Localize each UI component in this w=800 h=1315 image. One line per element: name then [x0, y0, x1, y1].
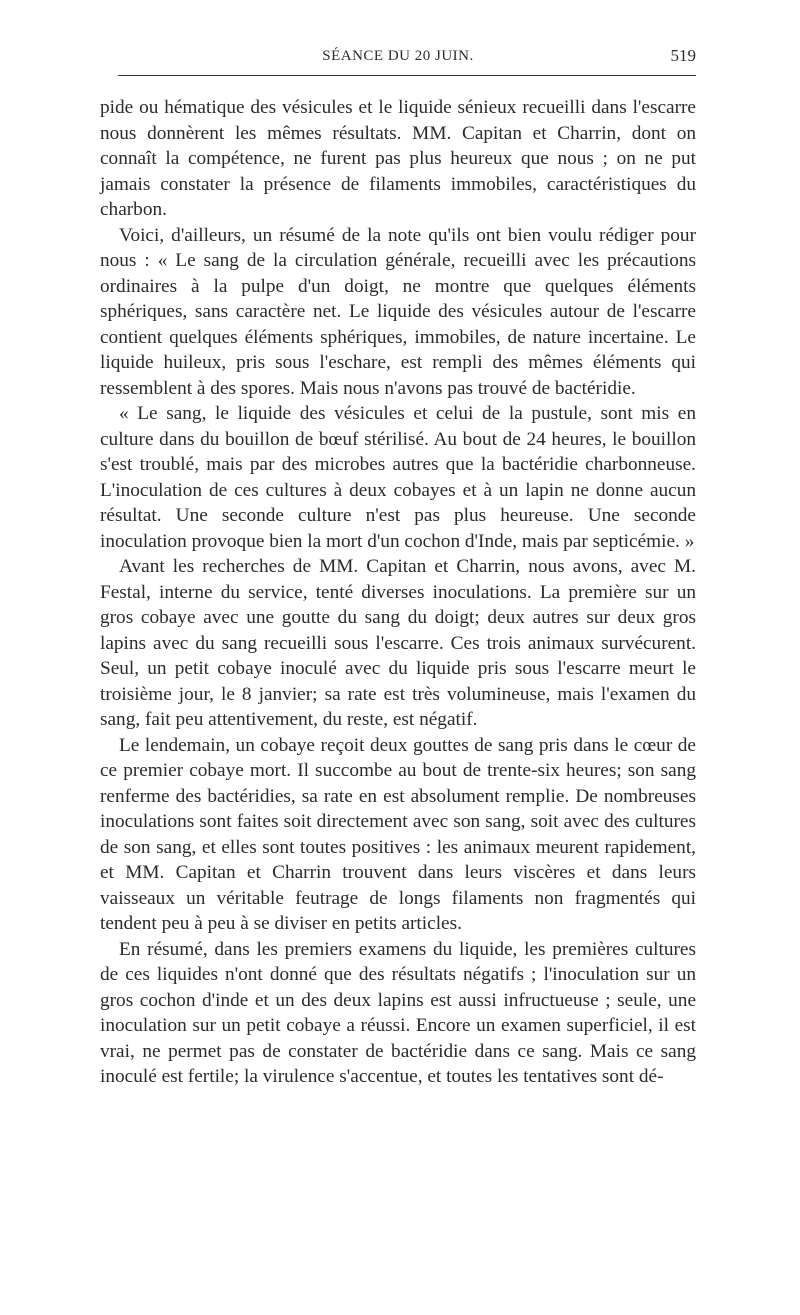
- header-rule: [118, 75, 696, 76]
- paragraph-continued: pide ou hématique des vésicules et le liquide sénieux recueilli dans l'escarre nous donnèrent les mêmes résultats. MM. Capitan et Charrin, dont on connaît la compétence, ne furent pas plus heureux que nous ; on ne put jamais constater la présence de filaments immobiles, caractéristiques du charbon.: [100, 97, 696, 220]
- book-page: [100, 0, 696, 1315]
- running-title: SÉANCE DU 20 JUIN.: [322, 48, 474, 64]
- paragraph: « Le sang, le liquide des vésicules et celui de la pustule, sont mis en culture dans du bouillon de bœuf stérilisé. Au bout de 24 heures, le bouillon s'est troublé, mais par des microbes autres que la bactéridie charbonneuse. L'inoculation de ces cultures à deux cobayes et à un lapin ne donne aucun résultat. Une seconde culture n'est pas plus heureuse. Une seconde inoculation provoque bien la mort d'un cochon d'Inde, mais par septicémie. »: [100, 403, 696, 552]
- body-text: [100, 95, 696, 1090]
- paragraph: Le lendemain, un cobaye reçoit deux gouttes de sang pris dans le cœur de ce premier cobaye mort. Il succombe au bout de trente-six heures; son sang renferme des bactéridies, sa rate en est absolument remplie. De nombreuses inoculations sont faites soit directement avec son sang, soit avec des cultures de son sang, et elles sont toutes positives : les animaux meurent rapidement, et MM. Capitan et Charrin trouvent dans leurs viscères et dans leurs vaisseaux un véritable feutrage de longs filaments non fragmentés qui tendent peu à peu à se diviser en petits articles.: [100, 734, 696, 934]
- paragraph: En résumé, dans les premiers examens du liquide, les premières cultures de ces liquides n'ont donné que des résultats négatifs ; l'inoculation sur un gros cochon d'inde et un des deux lapins est aussi infructueuse ; seule, une inoculation sur un petit cobaye a réussi. Encore un examen superficiel, il est vrai, ne permet pas de constater de bactéridie dans ce sang. Mais ce sang inoculé est fertile; la virulence s'accentue, et toutes les tentatives sont dé-: [100, 938, 696, 1087]
- page-number: 519: [670, 46, 696, 65]
- paragraph: Avant les recherches de MM. Capitan et Charrin, nous avons, avec M. Festal, interne du service, tenté diverses inoculations. La première sur un gros cobaye avec une goutte du sang du doigt; deux autres sur deux gros lapins avec du sang recueilli sous l'escarre. Ces trois animaux survécurent. Seul, un petit cobaye inoculé avec du liquide pris sous l'escarre meurt le troisième jour, le 8 janvier; sa rate est très volumineuse, mais l'examen du sang, fait peu attentivement, du reste, est négatif.: [100, 556, 696, 730]
- running-head: [100, 46, 696, 72]
- paragraph: Voici, d'ailleurs, un résumé de la note qu'ils ont bien voulu rédiger pour nous : « Le sang de la circulation générale, recueilli avec les précautions ordinaires à la pulpe d'un doigt, ne montre que quelques éléments sphériques, sans caractère net. Le liquide des vésicules autour de l'escarre contient quelques éléments sphériques, immobiles, de nature incertaine. Le liquide huileux, pris sous l'eschare, est rempli des mêmes éléments qui ressemblent à des spores. Mais nous n'avons pas trouvé de bactéridie.: [100, 224, 696, 399]
